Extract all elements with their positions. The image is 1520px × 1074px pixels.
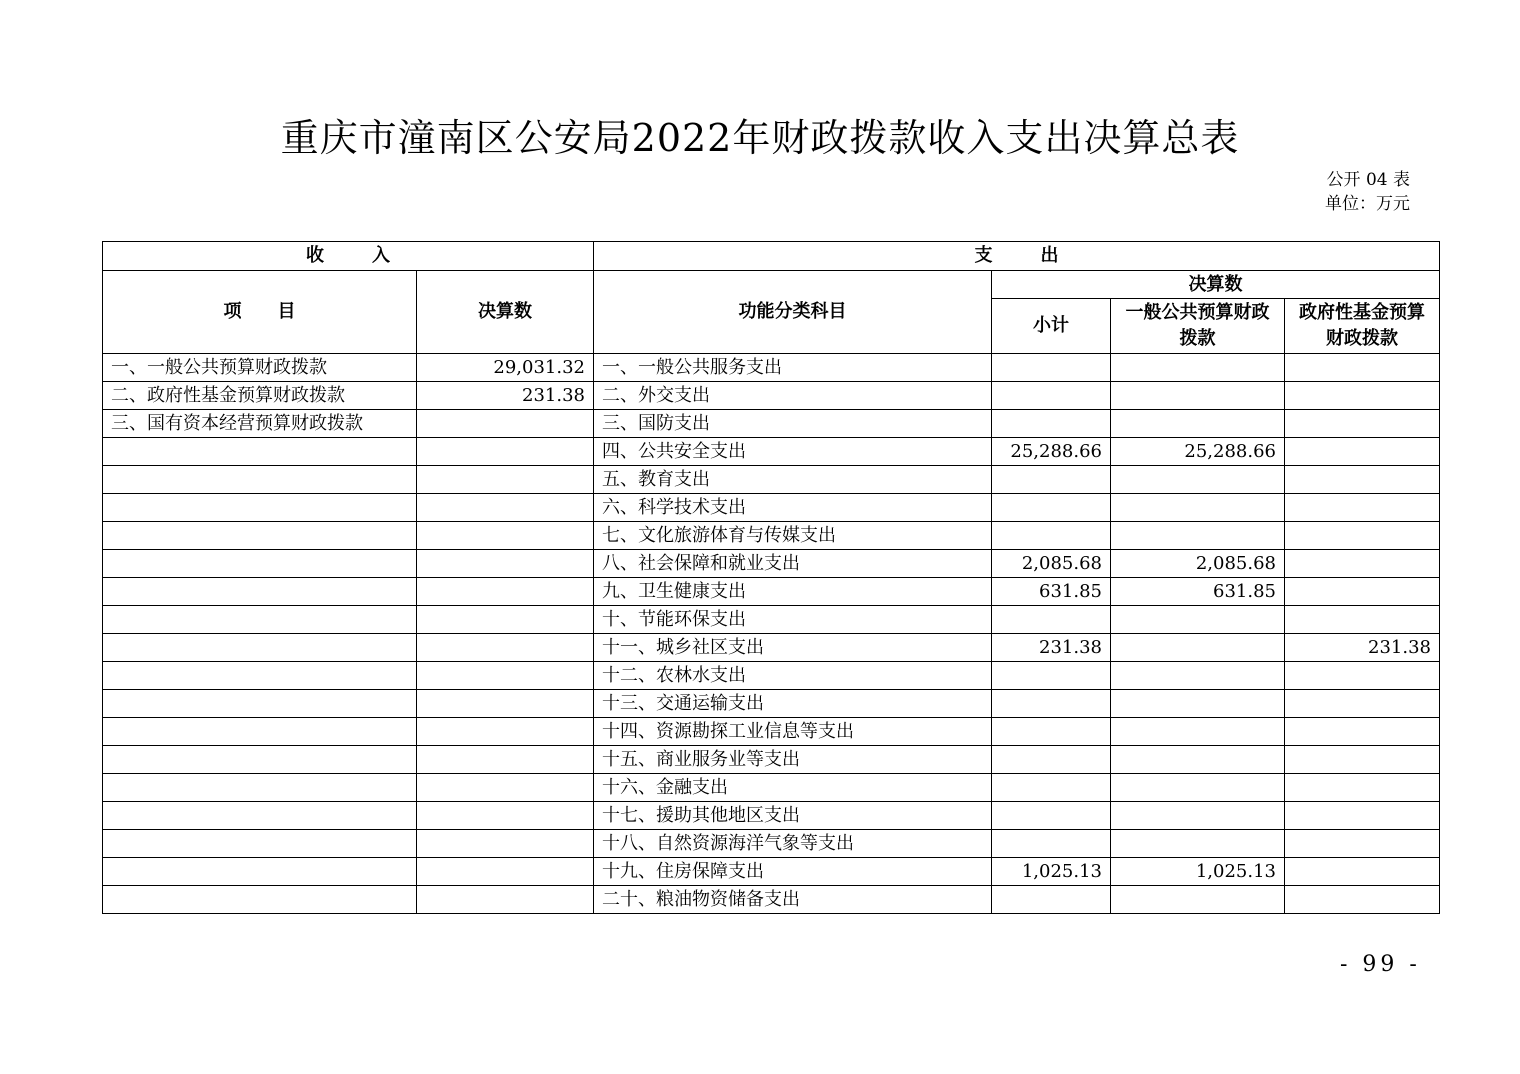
fund-budget-cell [1285,830,1440,858]
expenditure-item-cell: 十六、金融支出 [594,774,992,802]
table-number: 公开 04 表 [1326,170,1410,190]
fund-budget-cell [1285,550,1440,578]
income-item-cell [103,858,417,886]
fund-budget-cell [1285,662,1440,690]
general-budget-cell [1111,662,1285,690]
subtotal-cell: 1,025.13 [992,858,1111,886]
income-item-cell [103,438,417,466]
expenditure-item-cell: 八、社会保障和就业支出 [594,550,992,578]
fund-budget-cell [1285,410,1440,438]
income-item-cell [103,606,417,634]
expenditure-item-cell: 十七、援助其他地区支出 [594,802,992,830]
general-budget-cell: 631.85 [1111,578,1285,606]
income-item-cell: 二、政府性基金预算财政拨款 [103,382,417,410]
income-amount-cell [417,690,594,718]
subtotal-cell [992,662,1111,690]
fund-budget-cell [1285,578,1440,606]
income-header: 收入 [103,242,594,271]
expenditure-item-cell: 十四、资源勘探工业信息等支出 [594,718,992,746]
subtotal-cell [992,522,1111,550]
income-amount-cell [417,886,594,914]
fund-budget-header: 政府性基金预算财政拨款 [1285,299,1440,354]
table-row [103,382,1440,410]
income-item-cell [103,550,417,578]
general-budget-cell [1111,522,1285,550]
expenditure-item-cell: 六、科学技术支出 [594,494,992,522]
table-row [103,578,1440,606]
table-row [103,886,1440,914]
expenditure-item-cell: 四、公共安全支出 [594,438,992,466]
table-row [103,662,1440,690]
subtotal-cell: 2,085.68 [992,550,1111,578]
subtotal-cell [992,886,1111,914]
general-budget-cell: 2,085.68 [1111,550,1285,578]
general-budget-cell [1111,494,1285,522]
expenditure-item-cell: 三、国防支出 [594,410,992,438]
subtotal-cell [992,718,1111,746]
income-amount-cell [417,578,594,606]
expenditure-item-cell: 十八、自然资源海洋气象等支出 [594,830,992,858]
fund-budget-cell: 231.38 [1285,634,1440,662]
fund-budget-cell [1285,774,1440,802]
income-item-cell [103,886,417,914]
income-amount-cell [417,858,594,886]
table-row [103,410,1440,438]
general-budget-header: 一般公共预算财政拨款 [1111,299,1285,354]
expenditure-item-cell: 十一、城乡社区支出 [594,634,992,662]
general-budget-cell [1111,886,1285,914]
income-item-cell [103,774,417,802]
expenditure-item-cell: 十二、农林水支出 [594,662,992,690]
income-amount-header: 决算数 [417,271,594,354]
fund-budget-cell [1285,522,1440,550]
table-row [103,690,1440,718]
income-item-cell [103,466,417,494]
item-header: 项目 [103,271,417,354]
income-item-cell: 三、国有资本经营预算财政拨款 [103,410,417,438]
general-budget-cell [1111,802,1285,830]
income-item-cell [103,690,417,718]
fund-budget-cell [1285,886,1440,914]
fund-budget-cell [1285,354,1440,382]
final-amount-group-header: 决算数 [992,271,1440,299]
expenditure-item-cell: 九、卫生健康支出 [594,578,992,606]
income-amount-cell [417,438,594,466]
fund-budget-cell [1285,802,1440,830]
subtotal-cell: 25,288.66 [992,438,1111,466]
subtotal-cell [992,606,1111,634]
table-row [103,522,1440,550]
income-item-cell [103,578,417,606]
income-amount-cell: 29,031.32 [417,354,594,382]
expenditure-item-cell: 二十、粮油物资储备支出 [594,886,992,914]
fund-budget-cell [1285,466,1440,494]
income-item-cell [103,746,417,774]
general-budget-cell [1111,830,1285,858]
subtotal-header: 小计 [992,299,1111,354]
page-number: - 99 - [1340,952,1421,977]
income-amount-cell [417,410,594,438]
subtotal-cell [992,382,1111,410]
income-amount-cell [417,662,594,690]
table-row [103,606,1440,634]
general-budget-cell [1111,606,1285,634]
financial-summary-table [102,241,1440,914]
income-amount-cell [417,494,594,522]
general-budget-cell [1111,690,1285,718]
subtotal-cell [992,746,1111,774]
general-budget-cell [1111,746,1285,774]
general-budget-cell [1111,718,1285,746]
general-budget-cell [1111,354,1285,382]
general-budget-cell [1111,382,1285,410]
subtotal-cell [992,802,1111,830]
table-row [103,718,1440,746]
fund-budget-cell [1285,718,1440,746]
income-amount-cell [417,466,594,494]
income-amount-cell [417,830,594,858]
subtotal-cell [992,830,1111,858]
income-amount-cell [417,634,594,662]
table-row [103,774,1440,802]
expenditure-item-cell: 十九、住房保障支出 [594,858,992,886]
expenditure-item-cell: 五、教育支出 [594,466,992,494]
general-budget-cell [1111,466,1285,494]
subtotal-cell: 631.85 [992,578,1111,606]
subtotal-cell [992,410,1111,438]
income-amount-cell [417,718,594,746]
table-row [103,494,1440,522]
expenditure-item-cell: 十五、商业服务业等支出 [594,746,992,774]
fund-budget-cell [1285,858,1440,886]
fund-budget-cell [1285,746,1440,774]
general-budget-cell [1111,634,1285,662]
income-item-cell [103,802,417,830]
expenditure-item-cell: 七、文化旅游体育与传媒支出 [594,522,992,550]
expenditure-item-cell: 十、节能环保支出 [594,606,992,634]
general-budget-cell [1111,774,1285,802]
fund-budget-cell [1285,494,1440,522]
income-amount-cell [417,774,594,802]
table-row [103,830,1440,858]
table-row [103,746,1440,774]
income-amount-cell [417,746,594,774]
subtotal-cell [992,466,1111,494]
subtotal-cell [992,690,1111,718]
general-budget-cell: 25,288.66 [1111,438,1285,466]
expenditure-header: 支出 [594,242,1440,271]
income-item-cell [103,830,417,858]
subtotal-cell: 231.38 [992,634,1111,662]
fund-budget-cell [1285,438,1440,466]
table-row [103,550,1440,578]
general-budget-cell: 1,025.13 [1111,858,1285,886]
fund-budget-cell [1285,606,1440,634]
income-amount-cell [417,550,594,578]
income-amount-cell [417,802,594,830]
subtotal-cell [992,354,1111,382]
table-body [103,354,1440,914]
table-row [103,438,1440,466]
table-row [103,858,1440,886]
expenditure-item-cell: 一、一般公共服务支出 [594,354,992,382]
income-item-cell [103,634,417,662]
income-amount-cell [417,522,594,550]
income-item-cell: 一、一般公共预算财政拨款 [103,354,417,382]
unit-label: 单位：万元 [1325,194,1410,214]
subtotal-cell [992,494,1111,522]
general-budget-cell [1111,410,1285,438]
expenditure-item-cell: 十三、交通运输支出 [594,690,992,718]
income-item-cell [103,494,417,522]
expenditure-item-cell: 二、外交支出 [594,382,992,410]
table-row [103,634,1440,662]
table-row [103,802,1440,830]
fund-budget-cell [1285,690,1440,718]
table-row [103,466,1440,494]
subtotal-cell [992,774,1111,802]
income-item-cell [103,522,417,550]
function-category-header: 功能分类科目 [594,271,992,354]
income-item-cell [103,662,417,690]
income-amount-cell: 231.38 [417,382,594,410]
page-title: 重庆市潼南区公安局2022年财政拨款收入支出决算总表 [280,116,1240,160]
fund-budget-cell [1285,382,1440,410]
income-item-cell [103,718,417,746]
table-row [103,354,1440,382]
income-amount-cell [417,606,594,634]
